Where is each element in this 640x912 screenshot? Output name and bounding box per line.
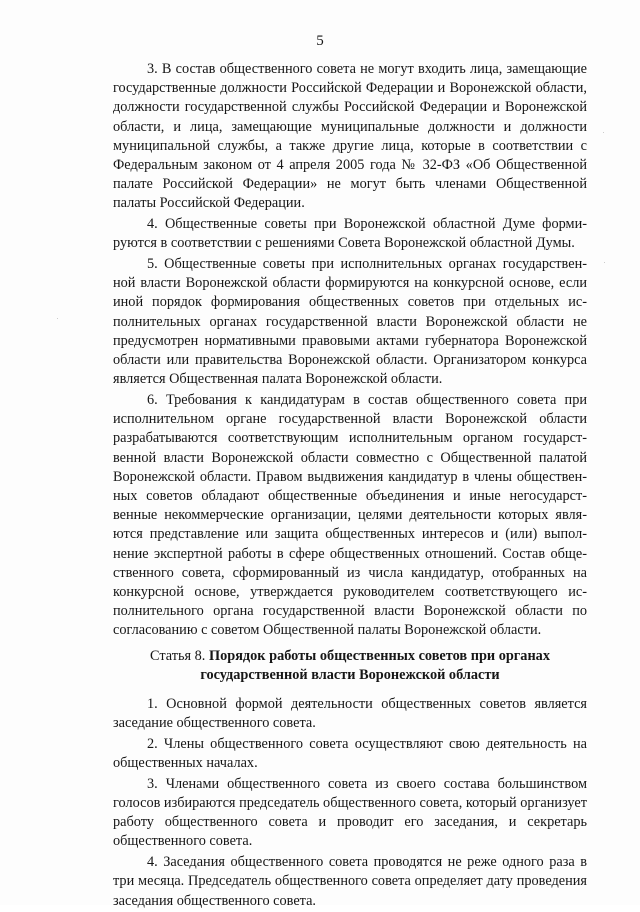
- scan-artifact: [604, 262, 605, 263]
- paragraph-item-4: 4. Общественные советы при Воронежской областной Думе формируются в соответствии с решениями Совета Воронежской областной Думы.: [113, 216, 587, 252]
- article-title-line1: Порядок работы общественных советов при органах: [208, 647, 550, 664]
- document-body: [113, 60, 587, 912]
- scan-artifact: [603, 132, 604, 133]
- article-heading: [113, 647, 587, 685]
- article8-paragraph-3: 3. Членами общественного совета из своего состава большинством голосов избираются председатель общественного совета, который организует работу общественного совета и проводит его заседания, и секретарь общественного совета.: [113, 775, 587, 850]
- paragraph-item-3: 3. В состав общественного совета не могут входить лица, замещающие государственные должности Российской Федерации и Воронежской области, должности государственной службы Российской Федерации и Воронежской области, и лица, замещающие муниципальные должности и должности муниципальной службы, а также другие лица, которые в соответствии с Федеральным законом от 4 апреля 2005 года № 32-ФЗ «Об Общественной палате Российской Федерации» не могут быть членами Общественной палаты Российской Федерации.: [113, 61, 587, 212]
- article8-paragraph-4: 4. Заседания общественного совета проводятся не реже одного раза в три месяца. Председатель общественного совета определяет дату проведения заседания общественного совета.: [113, 854, 587, 909]
- article-number: Статья 8.: [150, 647, 206, 664]
- paragraph-item-6: 6. Требования к кандидатурам в состав общественного совета при исполнительном органе государственной власти Воронежской области разрабатываются соответствующим исполнительным органом государственной власти Воронежской области совместно с Общественной палатой Воронежской области. Правом выдвижения кандидатур в члены общественных советов обладают общественные объединения и иные негосударственные некоммерческие организации, целями деятельности которых являются представление или защита общественных интересов и (или) выполнение экспертной работы в сфере общественных отношений. Состав общественного совета, сформированный из числа кандидатур, отобранных на конкурсной основе, утверждается руководителем соответствующего исполнительного органа государственной власти Воронежской области по согласованию с советом Общественной палаты Воронежской области.: [113, 391, 587, 639]
- article8-paragraph-1: 1. Основной формой деятельности общественных советов является заседание общественного совета.: [113, 696, 587, 732]
- paragraph-item-5: 5. Общественные советы при исполнительных органах государственной власти Воронежской области формируются на конкурсной основе, если иной порядок формирования общественных советов при отдельных исполнительных органах государственной власти Воронежской области не предусмотрен нормативными правовыми актами губернатора Воронежской области или правительства Воронежской области. Организатором конкурса является Общественная палата Воронежской области.: [113, 256, 587, 388]
- article-title-line2: государственной власти Воронежской области: [200, 666, 500, 683]
- page-number: 5: [316, 33, 324, 49]
- scan-artifact: [57, 318, 58, 319]
- article8-paragraph-2: 2. Члены общественного совета осуществляют свою деятельность на общественных началах.: [113, 735, 587, 772]
